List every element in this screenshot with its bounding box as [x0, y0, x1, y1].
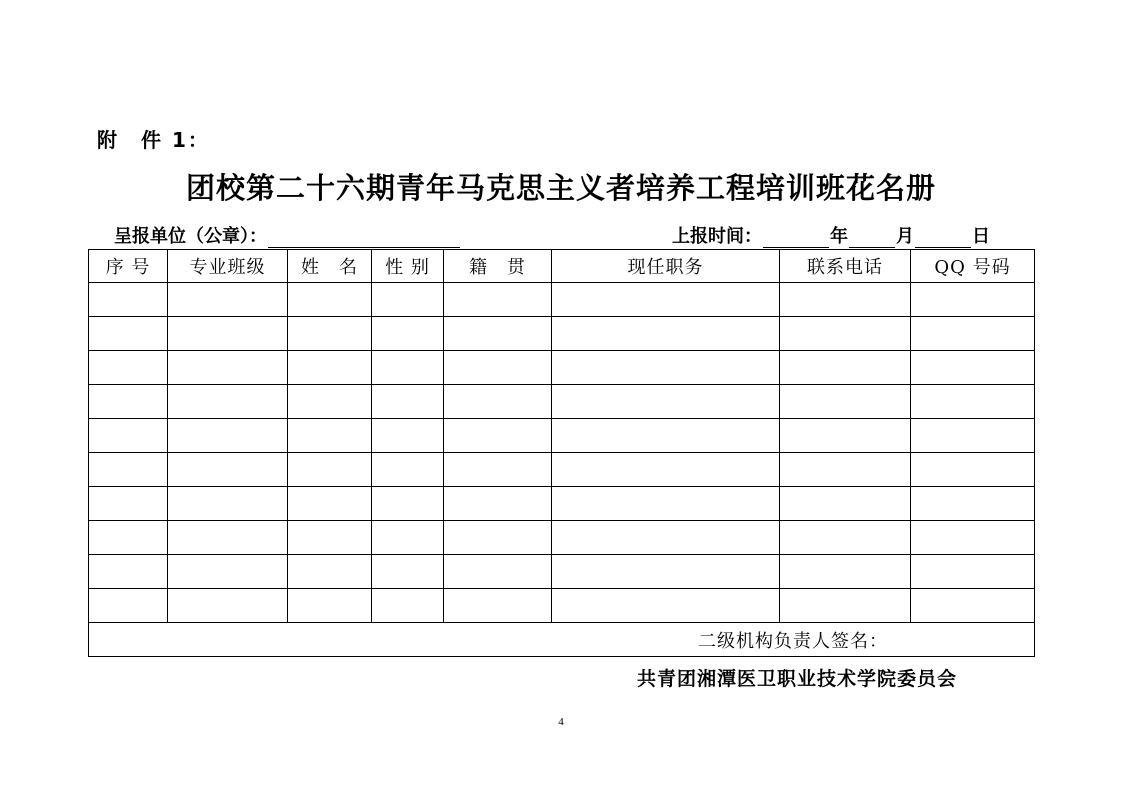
table-cell[interactable] — [288, 351, 372, 385]
table-cell[interactable] — [372, 419, 444, 453]
table-cell[interactable] — [288, 317, 372, 351]
report-time-row — [672, 222, 990, 248]
table-cell[interactable] — [168, 385, 288, 419]
table-cell[interactable] — [911, 487, 1035, 521]
header-cell: 序 号 — [89, 250, 168, 283]
header-cell: 专业班级 — [168, 250, 288, 283]
table-cell[interactable] — [552, 487, 780, 521]
table-cell[interactable] — [911, 351, 1035, 385]
month-blank[interactable] — [849, 227, 895, 248]
table-cell[interactable] — [288, 555, 372, 589]
attachment-label: 附 件 1： — [97, 128, 210, 152]
table-cell[interactable] — [552, 317, 780, 351]
table-cell[interactable] — [780, 555, 911, 589]
table-cell[interactable] — [89, 385, 168, 419]
table-cell[interactable] — [288, 419, 372, 453]
table-cell[interactable] — [168, 487, 288, 521]
table-cell[interactable] — [780, 283, 911, 317]
table-cell[interactable] — [89, 521, 168, 555]
roster-body — [89, 283, 1035, 657]
header-cell: 姓 名 — [288, 250, 372, 283]
table-row — [89, 419, 1035, 453]
table-cell[interactable] — [372, 487, 444, 521]
table-cell[interactable] — [552, 385, 780, 419]
day-label: 日 — [972, 226, 990, 247]
table-cell[interactable] — [552, 589, 780, 623]
table-cell[interactable] — [444, 317, 552, 351]
header-cell: 现任职务 — [552, 250, 780, 283]
table-cell[interactable] — [911, 419, 1035, 453]
header-cell: 籍 贯 — [444, 250, 552, 283]
table-cell[interactable] — [168, 555, 288, 589]
table-cell[interactable] — [552, 453, 780, 487]
table-cell[interactable] — [89, 453, 168, 487]
table-cell[interactable] — [168, 419, 288, 453]
submitter-blank[interactable] — [268, 227, 460, 248]
year-blank[interactable] — [763, 227, 829, 248]
table-cell[interactable] — [89, 283, 168, 317]
table-row — [89, 589, 1035, 623]
table-cell[interactable] — [780, 317, 911, 351]
table-cell[interactable] — [444, 419, 552, 453]
table-cell[interactable] — [372, 555, 444, 589]
table-cell[interactable] — [552, 283, 780, 317]
page-number: 4 — [558, 716, 564, 728]
table-cell[interactable] — [372, 589, 444, 623]
table-cell[interactable] — [444, 487, 552, 521]
table-cell[interactable] — [780, 351, 911, 385]
page-title: 团校第二十六期青年马克思主义者培养工程培训班花名册 — [185, 171, 936, 205]
table-row — [89, 351, 1035, 385]
table-cell[interactable] — [911, 589, 1035, 623]
table-cell[interactable] — [288, 453, 372, 487]
table-cell[interactable] — [89, 487, 168, 521]
table-cell[interactable] — [89, 555, 168, 589]
table-cell[interactable] — [89, 419, 168, 453]
table-cell[interactable] — [444, 351, 552, 385]
table-cell[interactable] — [911, 521, 1035, 555]
table-cell[interactable] — [911, 317, 1035, 351]
table-cell[interactable] — [911, 453, 1035, 487]
table-cell[interactable] — [288, 385, 372, 419]
table-cell[interactable] — [288, 521, 372, 555]
table-cell[interactable] — [372, 283, 444, 317]
table-cell[interactable] — [168, 521, 288, 555]
roster-table — [88, 249, 1035, 657]
table-cell[interactable] — [168, 317, 288, 351]
table-cell[interactable] — [89, 589, 168, 623]
table-cell[interactable] — [552, 521, 780, 555]
table-cell[interactable] — [780, 419, 911, 453]
table-cell[interactable] — [780, 589, 911, 623]
submitter-row — [114, 222, 461, 248]
table-cell[interactable] — [444, 555, 552, 589]
table-cell[interactable] — [552, 351, 780, 385]
signature-label: 二级机构负责人签名： — [698, 630, 888, 652]
table-cell[interactable] — [552, 419, 780, 453]
table-cell[interactable] — [372, 351, 444, 385]
signature-row — [89, 623, 1035, 657]
table-cell[interactable] — [780, 487, 911, 521]
day-blank[interactable] — [915, 227, 971, 248]
table-cell[interactable] — [444, 521, 552, 555]
table-cell[interactable] — [444, 589, 552, 623]
table-cell[interactable] — [911, 555, 1035, 589]
table-cell[interactable] — [372, 317, 444, 351]
table-cell[interactable] — [168, 589, 288, 623]
issuing-organization: 共青团湘潭医卫职业技术学院委员会 — [637, 668, 958, 690]
submitter-label: 呈报单位（公章）： — [114, 226, 267, 247]
table-row — [89, 453, 1035, 487]
month-label: 月 — [896, 226, 914, 247]
table-row — [89, 317, 1035, 351]
header-cell: 性 别 — [372, 250, 444, 283]
table-cell[interactable] — [168, 283, 288, 317]
table-cell[interactable] — [444, 283, 552, 317]
table-cell[interactable] — [444, 385, 552, 419]
table-cell[interactable] — [168, 351, 288, 385]
year-label: 年 — [830, 226, 848, 247]
table-cell[interactable] — [89, 317, 168, 351]
table-cell[interactable] — [372, 385, 444, 419]
table-row — [89, 521, 1035, 555]
table-cell[interactable] — [780, 521, 911, 555]
table-row — [89, 555, 1035, 589]
header-cell: QQ 号码 — [911, 250, 1035, 283]
table-cell[interactable] — [168, 453, 288, 487]
table-cell[interactable] — [89, 351, 168, 385]
table-cell[interactable] — [444, 453, 552, 487]
table-cell[interactable] — [288, 589, 372, 623]
table-cell[interactable] — [911, 385, 1035, 419]
header-cell: 联系电话 — [780, 250, 911, 283]
table-row — [89, 283, 1035, 317]
table-cell[interactable] — [288, 283, 372, 317]
signature-cell[interactable] — [89, 623, 1035, 657]
table-cell[interactable] — [372, 453, 444, 487]
header-row — [89, 250, 1035, 283]
report-time-label: 上报时间： — [672, 226, 762, 247]
table-cell[interactable] — [372, 521, 444, 555]
table-row — [89, 385, 1035, 419]
table-cell[interactable] — [288, 487, 372, 521]
table-cell[interactable] — [780, 453, 911, 487]
table-cell[interactable] — [911, 283, 1035, 317]
table-cell[interactable] — [552, 555, 780, 589]
table-row — [89, 487, 1035, 521]
table-cell[interactable] — [780, 385, 911, 419]
